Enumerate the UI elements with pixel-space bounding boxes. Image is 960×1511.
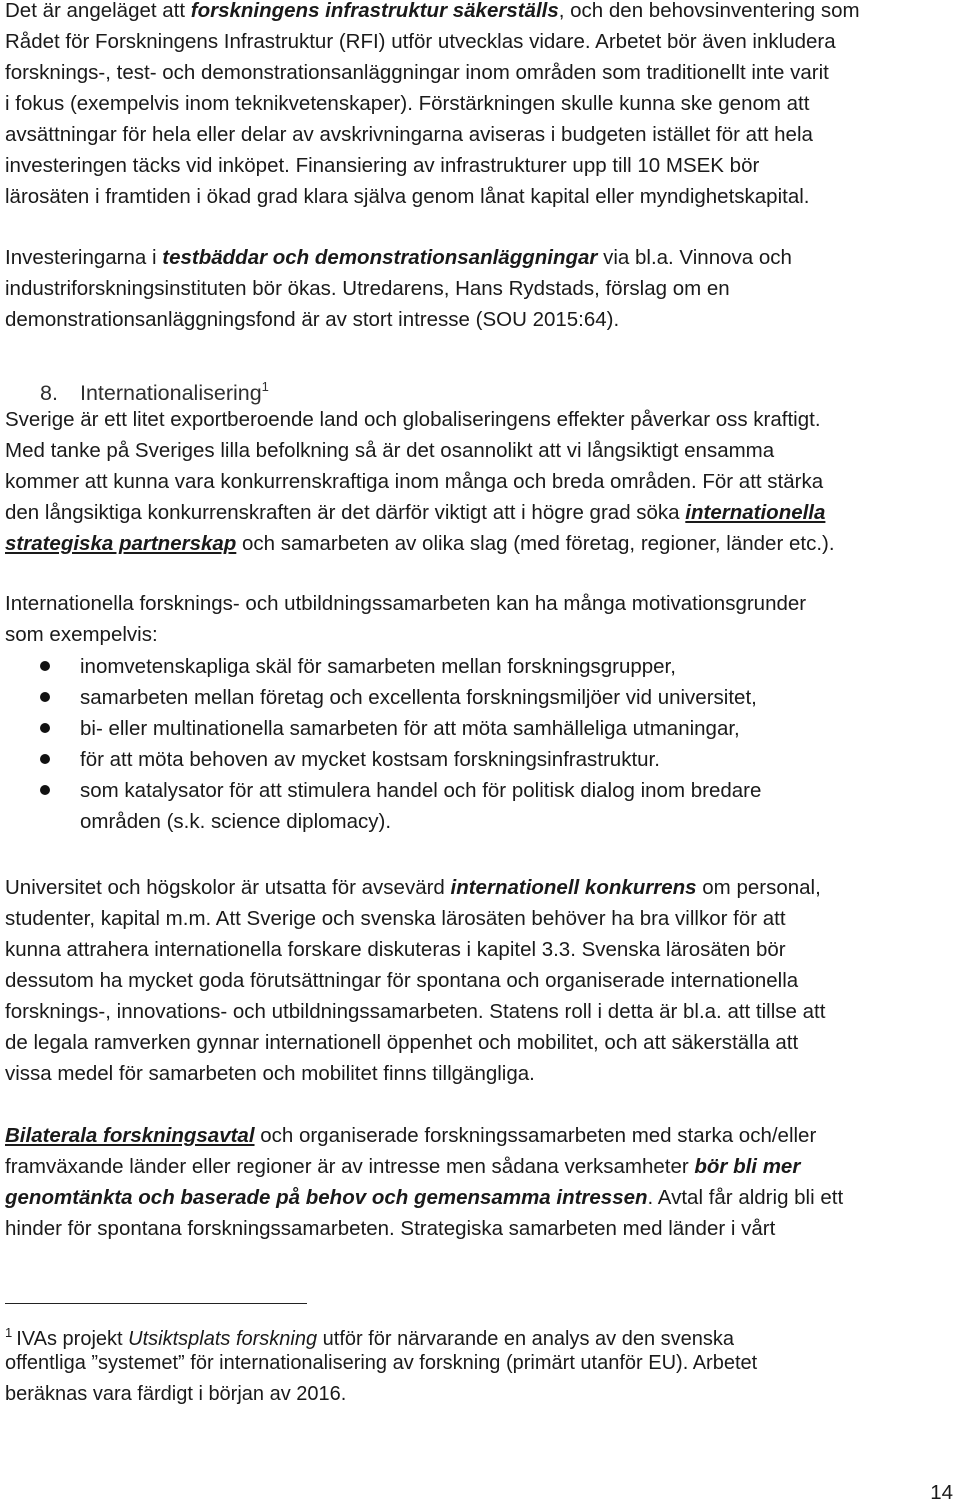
text-line: beräknas vara färdigt i början av 2016. bbox=[5, 1383, 347, 1405]
text-line: avsättningar för hela eller delar av avskrivningarna aviseras i budgeten istället för att hela bbox=[5, 123, 813, 146]
footnote bbox=[5, 1317, 953, 1410]
list-item-text: inomvetenskapliga skäl för samarbeten mellan forskningsgrupper, bbox=[80, 655, 676, 678]
emphasis-text: forskningens infrastruktur säkerställs bbox=[190, 0, 559, 22]
emphasis-text: bör bli mer bbox=[694, 1155, 801, 1178]
text-line bbox=[5, 872, 953, 903]
text-line: investeringen täcks vid inköpet. Finansiering av infrastrukturer upp till 10 MSEK bör bbox=[5, 154, 760, 177]
text-span: och organiserade forskningssamarbeten med starka och/eller bbox=[254, 1124, 817, 1147]
paragraph-sweden bbox=[5, 404, 953, 559]
bullet-icon bbox=[40, 692, 50, 702]
list-item-text: för att möta behoven av mycket kostsam forskningsinfrastruktur. bbox=[80, 748, 660, 771]
text-span: IVAs projekt bbox=[16, 1328, 129, 1350]
text-span: den långsiktiga konkurrenskraften är det därför viktigt att i högre grad söka bbox=[5, 501, 686, 524]
text-line bbox=[5, 242, 953, 273]
footnote-divider bbox=[5, 1303, 307, 1304]
text-line: i fokus (exempelvis inom teknikvetenskaper). Förstärkningen skulle kunna ske genom att bbox=[5, 92, 810, 115]
text-span: Investeringarna i bbox=[5, 246, 163, 269]
text-line: Internationella forsknings- och utbildningssamarbeten kan ha många motivationsgrunder bbox=[5, 592, 807, 615]
text-line bbox=[5, 1120, 953, 1151]
page-number: 14 bbox=[930, 1481, 953, 1504]
paragraph-testbeds bbox=[5, 242, 953, 335]
text-line bbox=[5, 1182, 953, 1213]
text-span: via bl.a. Vinnova och bbox=[597, 246, 792, 269]
text-line: Sverige är ett litet exportberoende land och globaliseringens effekter påverkar oss kraftigt. bbox=[5, 408, 821, 431]
text-span: och samarbeten av olika slag (med företag, regioner, länder etc.). bbox=[236, 532, 835, 555]
text-span: om personal, bbox=[696, 876, 821, 899]
text-line: lärosäten i framtiden i ökad grad klara själva genom lånat kapital eller myndighetskapital. bbox=[5, 185, 810, 208]
text-line: industriforskningsinstituten bör ökas. Utredarens, Hans Rydstads, förslag om en bbox=[5, 277, 730, 300]
text-line: de legala ramverken gynnar internationell öppenhet och mobilitet, och att säkerställa att bbox=[5, 1031, 799, 1054]
list-item-text: områden (s.k. science diplomacy). bbox=[80, 810, 392, 833]
section-number: 8. bbox=[40, 381, 58, 405]
emphasis-text: Bilaterala forskningsavtal bbox=[5, 1124, 255, 1147]
text-span: . Avtal får aldrig bli ett bbox=[647, 1186, 844, 1209]
text-line: hinder för spontana forskningssamarbeten. Strategiska samarbeten med länder i vårt bbox=[5, 1217, 776, 1240]
text-line: Med tanke på Sveriges lilla befolkning så är det osannolikt att vi långsiktigt ensamma bbox=[5, 439, 775, 462]
text-span: utför för närvarande en analys av den svenska bbox=[317, 1328, 735, 1350]
bullet-icon bbox=[40, 723, 50, 733]
bullet-icon bbox=[40, 785, 50, 795]
paragraph-bilateral bbox=[5, 1120, 953, 1244]
list-item-text: bi- eller multinationella samarbeten för att möta samhälleliga utmaningar, bbox=[80, 717, 740, 740]
paragraph-universities bbox=[5, 872, 953, 1089]
text-line bbox=[5, 528, 953, 559]
emphasis-text: testbäddar och demonstrationsanläggningar bbox=[162, 246, 598, 269]
text-span: Det är angeläget att bbox=[5, 0, 191, 22]
text-line: som exempelvis: bbox=[5, 623, 158, 646]
text-span: framväxande länder eller regioner är av intresse men sådana verksamheter bbox=[5, 1155, 695, 1178]
bullet-icon bbox=[40, 661, 50, 671]
text-line: dessutom ha mycket goda förutsättningar för spontana och organiserade internationella bbox=[5, 969, 799, 992]
emphasis-text: genomtänkta och baserade på behov och gemensamma intressen bbox=[5, 1186, 648, 1209]
text-line bbox=[5, 1151, 953, 1182]
list-item-text: som katalysator för att stimulera handel och för politisk dialog inom bredare bbox=[80, 779, 762, 802]
text-line: kommer att kunna vara konkurrenskraftiga inom många och breda områden. För att stärka bbox=[5, 470, 824, 493]
emphasis-text: internationella bbox=[685, 501, 826, 524]
text-line bbox=[5, 1317, 953, 1348]
text-span: , och den behovsinventering som bbox=[558, 0, 860, 22]
paragraph-motivations bbox=[5, 588, 953, 650]
emphasis-text: internationell konkurrens bbox=[450, 876, 697, 899]
text-line bbox=[5, 497, 953, 528]
bullet-icon bbox=[40, 754, 50, 764]
section-title: Internationalisering bbox=[80, 381, 262, 405]
text-line: forsknings-, test- och demonstrationsanläggningar inom områden som traditionellt inte varit bbox=[5, 61, 829, 84]
text-line: forsknings-, innovations- och utbildningssamarbeten. Statens roll i detta är bl.a. att tillse att bbox=[5, 1000, 826, 1023]
footnote-ref[interactable]: 1 bbox=[261, 379, 269, 394]
text-line: offentliga ”systemet” för internationalisering av forskning (primärt utanför EU). Arbetet bbox=[5, 1352, 758, 1374]
text-line: demonstrationsanläggningsfond är av stort intresse (SOU 2015:64). bbox=[5, 308, 620, 331]
text-line: studenter, kapital m.m. Att Sverige och svenska lärosäten behöver ha bra villkor för att bbox=[5, 907, 786, 930]
paragraph-infrastructure bbox=[5, 0, 953, 212]
text-span: Universitet och högskolor är utsatta för avsevärd bbox=[5, 876, 451, 899]
text-line: kunna attrahera internationella forskare diskuteras i kapitel 3.3. Svenska lärosäten bör bbox=[5, 938, 786, 961]
text-line: vissa medel för samarbeten och mobilitet finns tillgängliga. bbox=[5, 1062, 535, 1085]
list-item-text: samarbeten mellan företag och excellenta forskningsmiljöer vid universitet, bbox=[80, 686, 757, 709]
text-line bbox=[5, 0, 953, 26]
text-line: Rådet för Forskningens Infrastruktur (RFI) utför utvecklas vidare. Arbetet bör även inkludera bbox=[5, 30, 836, 53]
emphasis-text: strategiska partnerskap bbox=[5, 532, 237, 555]
footnote-mark: 1 bbox=[5, 1325, 13, 1340]
emphasis-text: Utsiktsplats forskning bbox=[128, 1328, 318, 1350]
